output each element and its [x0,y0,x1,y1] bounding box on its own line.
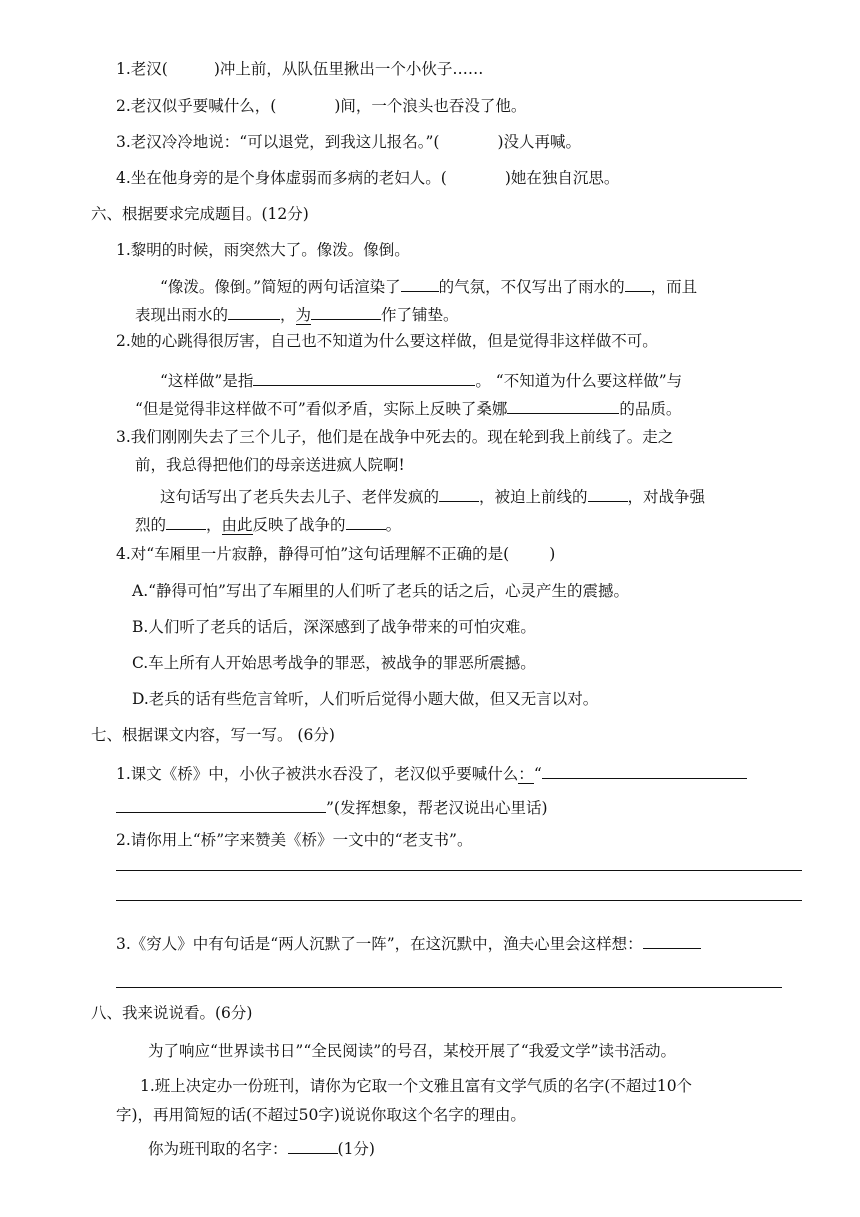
q5-3: 3.老汉冷冷地说：“可以退党，到我这儿报名。”( )没人再喊。 [116,133,582,151]
section-7-title: 七、根据课文内容，写一写。 (6分) [91,726,335,744]
q6-3-stem1: 3.我们刚刚失去了三个儿子，他们是在战争中死去的。现在轮到我上前线了。走之 [116,428,674,446]
answer-blank[interactable] [116,795,326,813]
q6-4-option-d: D.老兵的话有些危言耸听，人们听后觉得小题大做，但又无言以对。 [132,690,599,708]
blank[interactable] [311,302,381,320]
q6-3-line2: 烈的 ，由此反映了战争的 。 [135,512,401,536]
answer-blank[interactable] [643,931,701,949]
q6-4-option-a: A.“静得可怕”写出了车厢里的人们听了老兵的话之后，心灵产生的震撼。 [132,582,629,600]
q6-4-option-b: B.人们听了老兵的话后，深深感到了战争带来的可怕灾难。 [132,618,536,636]
q7-1-line1: 1.课文《桥》中，小伙子被洪水吞没了，老汉似乎要喊什么：“ [116,761,747,785]
q8-1-name: 你为班刊取的名字： (1分) [148,1136,375,1160]
q5-2: 2.老汉似乎要喊什么，( )间，一个浪头也吞没了他。 [116,97,527,115]
q7-2-stem: 2.请你用上“桥”字来赞美《桥》一文中的“老支书”。 [116,831,473,849]
q6-1-line1: “像泼。像倒。”简短的两句话渲染了 的气氛，不仅写出了雨水的 ，而且 [160,274,697,298]
q6-2-line1: “这样做”是指 。 “不知道为什么要这样做”与 [160,368,682,392]
answer-line[interactable] [116,987,782,988]
q6-4-stem: 4.对“车厢里一片寂静，静得可怕”这句话理解不正确的是( ) [116,545,556,563]
blank[interactable] [439,484,479,502]
q6-2-stem: 2.她的心跳得很厉害，自己也不知道为什么要这样做，但是觉得非这样做不可。 [116,332,658,350]
q5-4: 4.坐在他身旁的是个身体虚弱而多病的老妇人。( )她在独自沉思。 [116,169,620,187]
section-8-title: 八、我来说说看。(6分) [91,1004,253,1022]
blank[interactable] [588,484,628,502]
answer-blank[interactable] [542,761,747,779]
blank[interactable] [507,396,619,414]
blank[interactable] [166,512,206,530]
q6-2-line2: “但是觉得非这样做不可”看似矛盾，实际上反映了桑娜 的品质。 [135,396,681,420]
q6-1-stem: 1.黎明的时候，雨突然大了。像泼。像倒。 [116,241,410,259]
answer-line[interactable] [116,870,802,871]
q6-3-line1: 这句话写出了老兵失去儿子、老伴发疯的 ，被迫上前线的 ，对战争强 [160,484,705,508]
q5-1: 1.老汉( )冲上前，从队伍里揪出一个小伙子…… [116,60,484,78]
q8-1-line2: 字)，再用简短的话(不超过50字)说说你取这个名字的理由。 [116,1106,526,1124]
q7-1-line2: ”(发挥想象，帮老汉说出心里话) [116,795,548,819]
blank[interactable] [401,274,439,292]
section-8-intro: 为了响应“世界读书日”“全民阅读”的号召，某校开展了“我爱文学”读书活动。 [148,1042,677,1060]
q6-3-stem2: 前，我总得把他们的母亲送进疯人院啊! [135,456,405,474]
q6-1-line2: 表现出雨水的 ，为 作了铺垫。 [135,302,459,326]
q7-3-stem: 3.《穷人》中有句话是“两人沉默了一阵”，在这沉默中，渔夫心里会这样想： [116,931,701,955]
name-blank[interactable] [288,1136,338,1154]
answer-line[interactable] [116,900,802,901]
blank[interactable] [228,302,280,320]
q6-4-option-c: C.车上所有人开始思考战争的罪恶，被战争的罪恶所震撼。 [132,654,536,672]
blank[interactable] [346,512,386,530]
section-6-title: 六、根据要求完成题目。(12分) [91,205,309,223]
blank[interactable] [253,368,475,386]
blank[interactable] [625,274,651,292]
q8-1-line1: 1.班上决定办一份班刊，请你为它取一个文雅且富有文学气质的名字(不超过10个 [140,1077,693,1095]
